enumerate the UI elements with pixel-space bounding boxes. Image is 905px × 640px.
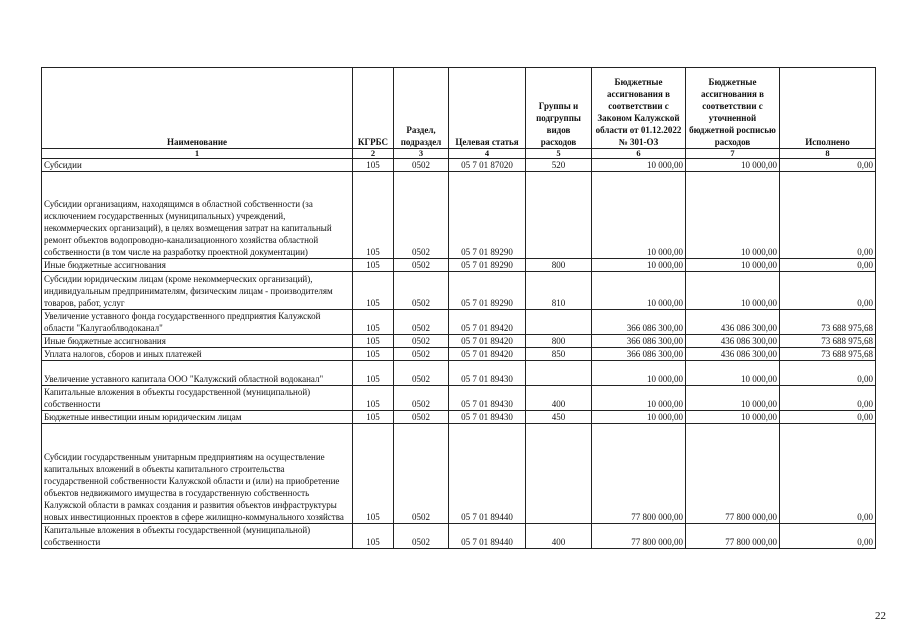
row-kgrbs: 105 <box>353 424 394 524</box>
row-name: Капитальные вложения в объекты государственной (муниципальной) собственности <box>42 386 353 411</box>
row-zakon: 10 000,00 <box>592 411 686 424</box>
column-number-row <box>42 149 876 159</box>
column-number: 2 <box>353 149 394 159</box>
row-celevaya: 05 7 01 89430 <box>449 386 526 411</box>
row-kgrbs: 105 <box>353 172 394 259</box>
row-rospis: 436 086 300,00 <box>686 348 780 361</box>
row-rospis: 10 000,00 <box>686 159 780 172</box>
row-razdel: 0502 <box>394 335 449 348</box>
row-rospis: 10 000,00 <box>686 272 780 310</box>
table-row <box>42 424 876 524</box>
header-kgrbs: КГРБС <box>353 68 394 149</box>
row-kgrbs: 105 <box>353 411 394 424</box>
row-celevaya: 05 7 01 89420 <box>449 310 526 335</box>
row-zakon: 10 000,00 <box>592 272 686 310</box>
row-celevaya: 05 7 01 89290 <box>449 259 526 272</box>
row-ispolneno: 0,00 <box>780 411 876 424</box>
row-name: Иные бюджетные ассигнования <box>42 259 353 272</box>
row-vid: 810 <box>526 272 592 310</box>
row-celevaya: 05 7 01 89440 <box>449 524 526 549</box>
table-row <box>42 524 876 549</box>
row-name: Иные бюджетные ассигнования <box>42 335 353 348</box>
row-razdel: 0502 <box>394 411 449 424</box>
row-celevaya: 05 7 01 89420 <box>449 335 526 348</box>
row-kgrbs: 105 <box>353 348 394 361</box>
row-vid: 450 <box>526 411 592 424</box>
row-zakon: 366 086 300,00 <box>592 348 686 361</box>
row-name: Субсидии государственным унитарным предприятиям на осуществление капитальных вложений в объекты капитального строительства государственной собственности Калужской области и (или) на приобретение объектов недвижимого имущества в государственную собственность Калужской области в рамках создания и развития объектов инфраструктуры новых инвестиционных проектов в сфере жилищно-коммунального хозяйства <box>42 424 353 524</box>
row-zakon: 10 000,00 <box>592 361 686 386</box>
row-ispolneno: 73 688 975,68 <box>780 348 876 361</box>
row-kgrbs: 105 <box>353 310 394 335</box>
row-name: Субсидии <box>42 159 353 172</box>
row-kgrbs: 105 <box>353 335 394 348</box>
row-name: Капитальные вложения в объекты государственной (муниципальной) собственности <box>42 524 353 549</box>
row-vid <box>526 172 592 259</box>
row-rospis: 77 800 000,00 <box>686 524 780 549</box>
header-rospis: Бюджетные ассигнования в соответствии с уточненной бюджетной росписью расходов <box>686 68 780 149</box>
header-zakon: Бюджетные ассигнования в соответствии с Законом Калужской области от 01.12.2022 № 301-ОЗ <box>592 68 686 149</box>
row-zakon: 10 000,00 <box>592 386 686 411</box>
header-row <box>42 68 876 149</box>
row-vid: 400 <box>526 524 592 549</box>
table-row <box>42 310 876 335</box>
header-ispolneno: Исполнено <box>780 68 876 149</box>
header-razdel: Раздел, подраздел <box>394 68 449 149</box>
row-name: Бюджетные инвестиции иным юридическим лицам <box>42 411 353 424</box>
row-ispolneno: 0,00 <box>780 386 876 411</box>
row-name: Уплата налогов, сборов и иных платежей <box>42 348 353 361</box>
row-name: Увеличение уставного фонда государственного предприятия Калужской области "Калугаоблводоканал" <box>42 310 353 335</box>
row-rospis: 10 000,00 <box>686 172 780 259</box>
row-ispolneno: 0,00 <box>780 272 876 310</box>
row-ispolneno: 0,00 <box>780 159 876 172</box>
row-rospis: 436 086 300,00 <box>686 310 780 335</box>
row-razdel: 0502 <box>394 386 449 411</box>
row-razdel: 0502 <box>394 524 449 549</box>
row-ispolneno: 0,00 <box>780 524 876 549</box>
row-kgrbs: 105 <box>353 386 394 411</box>
table-row <box>42 272 876 310</box>
row-zakon: 77 800 000,00 <box>592 424 686 524</box>
row-ispolneno: 0,00 <box>780 424 876 524</box>
table-row <box>42 159 876 172</box>
row-celevaya: 05 7 01 89440 <box>449 424 526 524</box>
row-rospis: 10 000,00 <box>686 259 780 272</box>
header-name: Наименование <box>42 68 353 149</box>
row-rospis: 10 000,00 <box>686 386 780 411</box>
row-ispolneno: 0,00 <box>780 259 876 272</box>
header-celevaya: Целевая статья <box>449 68 526 149</box>
table-row <box>42 259 876 272</box>
row-rospis: 10 000,00 <box>686 411 780 424</box>
column-number: 5 <box>526 149 592 159</box>
column-number: 3 <box>394 149 449 159</box>
column-number: 7 <box>686 149 780 159</box>
row-zakon: 366 086 300,00 <box>592 335 686 348</box>
table-row <box>42 335 876 348</box>
table-row <box>42 172 876 259</box>
row-ispolneno: 73 688 975,68 <box>780 310 876 335</box>
row-razdel: 0502 <box>394 259 449 272</box>
row-ispolneno: 0,00 <box>780 361 876 386</box>
row-vid <box>526 310 592 335</box>
row-vid: 520 <box>526 159 592 172</box>
row-razdel: 0502 <box>394 272 449 310</box>
column-number: 1 <box>42 149 353 159</box>
row-razdel: 0502 <box>394 172 449 259</box>
table-row <box>42 386 876 411</box>
row-vid <box>526 424 592 524</box>
row-kgrbs: 105 <box>353 524 394 549</box>
row-razdel: 0502 <box>394 361 449 386</box>
row-zakon: 77 800 000,00 <box>592 524 686 549</box>
row-name: Увеличение уставного капитала ООО "Калужский областной водоканал" <box>42 361 353 386</box>
row-kgrbs: 105 <box>353 159 394 172</box>
row-ispolneno: 73 688 975,68 <box>780 335 876 348</box>
row-kgrbs: 105 <box>353 259 394 272</box>
row-rospis: 436 086 300,00 <box>686 335 780 348</box>
row-name: Субсидии организациям, находящимся в областной собственности (за исключением государственных (муниципальных) учреждений, некоммерческих организаций), в целях возмещения затрат на капитальный ремонт объектов водопроводно-канализационного хозяйства областной собственности (в том числе на разработку проектной документации) <box>42 172 353 259</box>
column-number: 8 <box>780 149 876 159</box>
row-razdel: 0502 <box>394 424 449 524</box>
row-zakon: 366 086 300,00 <box>592 310 686 335</box>
row-zakon: 10 000,00 <box>592 259 686 272</box>
column-number: 4 <box>449 149 526 159</box>
table-row <box>42 361 876 386</box>
table-row <box>42 348 876 361</box>
row-kgrbs: 105 <box>353 361 394 386</box>
budget-table <box>41 67 876 549</box>
row-razdel: 0502 <box>394 310 449 335</box>
row-celevaya: 05 7 01 87020 <box>449 159 526 172</box>
row-rospis: 10 000,00 <box>686 361 780 386</box>
row-celevaya: 05 7 01 89430 <box>449 411 526 424</box>
row-vid: 800 <box>526 335 592 348</box>
page-number: 22 <box>875 610 886 622</box>
row-name: Субсидии юридическим лицам (кроме некоммерческих организаций), индивидуальным предпринимателям, физическим лицам - производителям товаров, работ, услуг <box>42 272 353 310</box>
table-row <box>42 411 876 424</box>
row-vid <box>526 361 592 386</box>
row-vid: 400 <box>526 386 592 411</box>
row-zakon: 10 000,00 <box>592 159 686 172</box>
row-razdel: 0502 <box>394 348 449 361</box>
row-rospis: 77 800 000,00 <box>686 424 780 524</box>
row-vid: 800 <box>526 259 592 272</box>
row-vid: 850 <box>526 348 592 361</box>
row-celevaya: 05 7 01 89430 <box>449 361 526 386</box>
row-ispolneno: 0,00 <box>780 172 876 259</box>
row-celevaya: 05 7 01 89420 <box>449 348 526 361</box>
row-kgrbs: 105 <box>353 272 394 310</box>
row-celevaya: 05 7 01 89290 <box>449 172 526 259</box>
header-vid: Группы и подгруппы видов расходов <box>526 68 592 149</box>
column-number: 6 <box>592 149 686 159</box>
row-zakon: 10 000,00 <box>592 172 686 259</box>
row-celevaya: 05 7 01 89290 <box>449 272 526 310</box>
row-razdel: 0502 <box>394 159 449 172</box>
